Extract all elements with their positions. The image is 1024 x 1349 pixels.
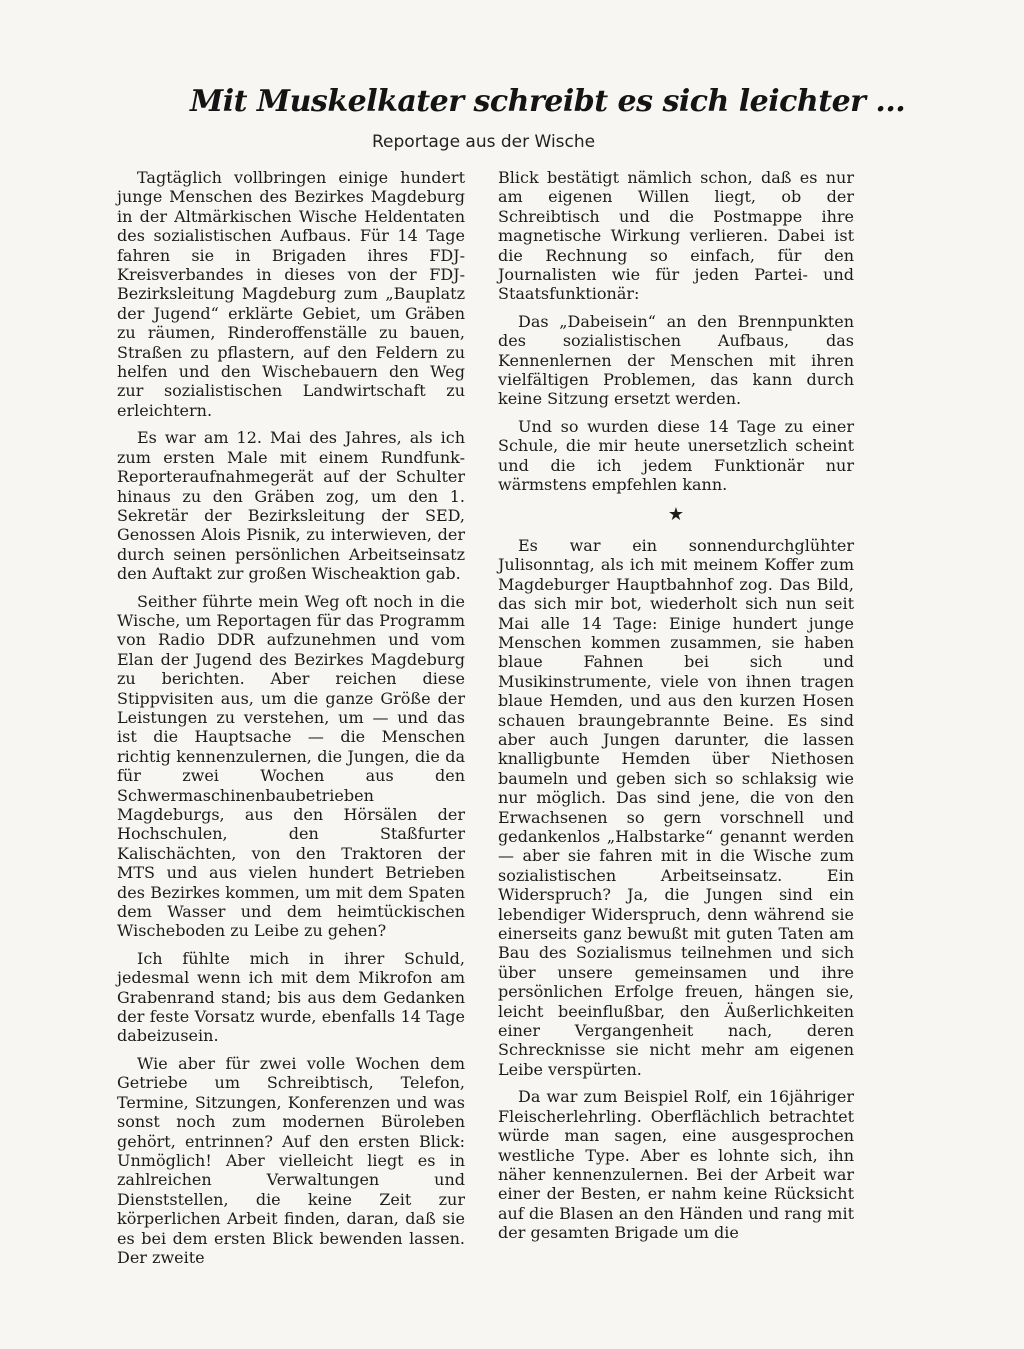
paragraph: Es war am 12. Mai des Jahres, als ich zum ersten Male mit einem Rundfunk-Reporteraufnahmegerät auf der Schulter hinaus zu den Gräben zog, um den 1. Sekretär der Bezirksleitung der SED, Genossen Alois Pisnik, zu interwieven, der durch seinen persönlichen Arbeitseinsatz den Auftakt zur großen Wischeaktion gab. xyxy=(117,428,465,584)
left-column xyxy=(117,168,465,1275)
paragraph: Tagtäglich vollbringen einige hundert junge Menschen des Bezirkes Magdeburg in der Altmärkischen Wische Heldentaten des sozialistischen Aufbaus. Für 14 Tage fahren sie in Brigaden ihres FDJ-Kreisverbandes in dieses von der FDJ-Bezirksleitung Magdeburg zum „Bauplatz der Jugend“ erklärte Gebiet, um Gräben zu räumen, Rinderoffenställe zu bauen, Straßen zu pflastern, auf den Feldern zu helfen und den Wischebauern den Weg zur sozialistischen Landwirtschaft zu erleichtern. xyxy=(117,168,465,420)
article-title: Mit Muskelkater schreibt es sich leichter ... xyxy=(190,84,906,119)
paragraph: Seither führte mein Weg oft noch in die Wische, um Reportagen für das Programm von Radio DDR aufzunehmen und vom Elan der Jugend des Bezirkes Magdeburg zu berichten. Aber reichen diese Stippvisiten aus, um die ganze Größe der Leistungen zu verstehen, um — und das ist die Hauptsache — die Menschen richtig kennenzulernen, die Jungen, die da für zwei Wochen aus den Schwermaschinenbaubetrieben Magdeburgs, aus den Hörsälen der Hochschulen, den Staßfurter Kalischächten, von den Traktoren der MTS und aus vielen hundert Betrieben des Bezirkes kommen, um mit dem Spaten dem Wasser und dem heimtückischen Wischeboden zu Leibe zu gehen? xyxy=(117,591,465,941)
paragraph: Da war zum Beispiel Rolf, ein 16jähriger Fleischerlehrling. Oberflächlich betrachtet würde man sagen, eine ausgesprochen westliche Type. Aber es lohnte sich, ihn näher kennenzulernen. Bei der Arbeit war einer der Besten, er nahm keine Rücksicht auf die Blasen an den Händen und rang mit der gesamten Brigade um die xyxy=(498,1087,854,1243)
paragraph: Und so wurden diese 14 Tage zu einer Schule, die mir heute unersetzlich scheint und die ich jedem Funktionär nur wärmstens empfehlen kann. xyxy=(498,416,854,495)
paragraph: Ich fühlte mich in ihrer Schuld, jedesmal wenn ich mit dem Mikrofon am Grabenrand stand; bis aus dem Gedanken der feste Vorsatz wurde, ebenfalls 14 Tage dabeizusein. xyxy=(117,948,465,1046)
article-subtitle: Reportage aus der Wische xyxy=(372,132,596,152)
paragraph: Es war ein sonnendurchglühter Julisonntag, als ich mit meinem Koffer zum Magdeburger Hauptbahnhof zog. Das Bild, das sich mir bot, wiederholt sich nun seit Mai alle 14 Tage: Einige hundert junge Menschen kommen zusammen, sie haben blaue Fahnen bei sich und Musikinstrumente, viele von ihnen tragen blaue Hemden, und aus den kurzen Hosen schauen braungebrannte Beine. Es sind aber auch Jungen darunter, die lassen knalligbunte Hemden über Niethosen baumeln und geben sich so schlaksig wie nur möglich. Das sind jene, die von den Erwachsenen so gern vorschnell und gedankenlos „Halbstarke“ genannt werden — aber sie fahren mit in die Wische zum sozialistischen Arbeitseinsatz. Ein Widerspruch? Ja, die Jungen sind ein lebendiger Widerspruch, denn während sie einerseits ganz bewußt mit guten Taten am Bau des Sozialismus teilnehmen und sich über unsere gemeinsamen und ihre persönlichen Erfolge freuen, hängen sie, leicht beeinflußbar, den Äußerlichkeiten einer Vergangenheit nach, deren Schrecknisse sie nicht mehr am eigenen Leibe verspürten. xyxy=(498,535,854,1079)
paragraph: Wie aber für zwei volle Wochen dem Getriebe um Schreibtisch, Telefon, Termine, Sitzungen, Konferenzen und was sonst noch zum modernen Büroleben gehört, entrinnen? Auf den ersten Blick: Unmöglich! Aber vielleicht liegt es in zahlreichen Verwaltungen und Dienststellen, die keine Zeit zur körperlichen Arbeit finden, daran, daß sie es bei dem ersten Blick bewenden lassen. Der zweite xyxy=(117,1053,465,1267)
paragraph: Blick bestätigt nämlich schon, daß es nur am eigenen Willen liegt, ob der Schreibtisch und die Postmappe ihre magnetische Wirkung verlieren. Dabei ist die Rechnung so einfach, für den Journalisten wie für jeden Partei- und Staatsfunktionär: xyxy=(498,168,854,304)
paragraph: Das „Dabeisein“ an den Brennpunkten des sozialistischen Aufbaus, das Kennenlernen der Menschen mit ihren vielfältigen Problemen, das kann durch keine Sitzung ersetzt werden. xyxy=(498,311,854,409)
right-column xyxy=(498,168,854,1251)
section-separator-star: ★ xyxy=(667,503,685,525)
